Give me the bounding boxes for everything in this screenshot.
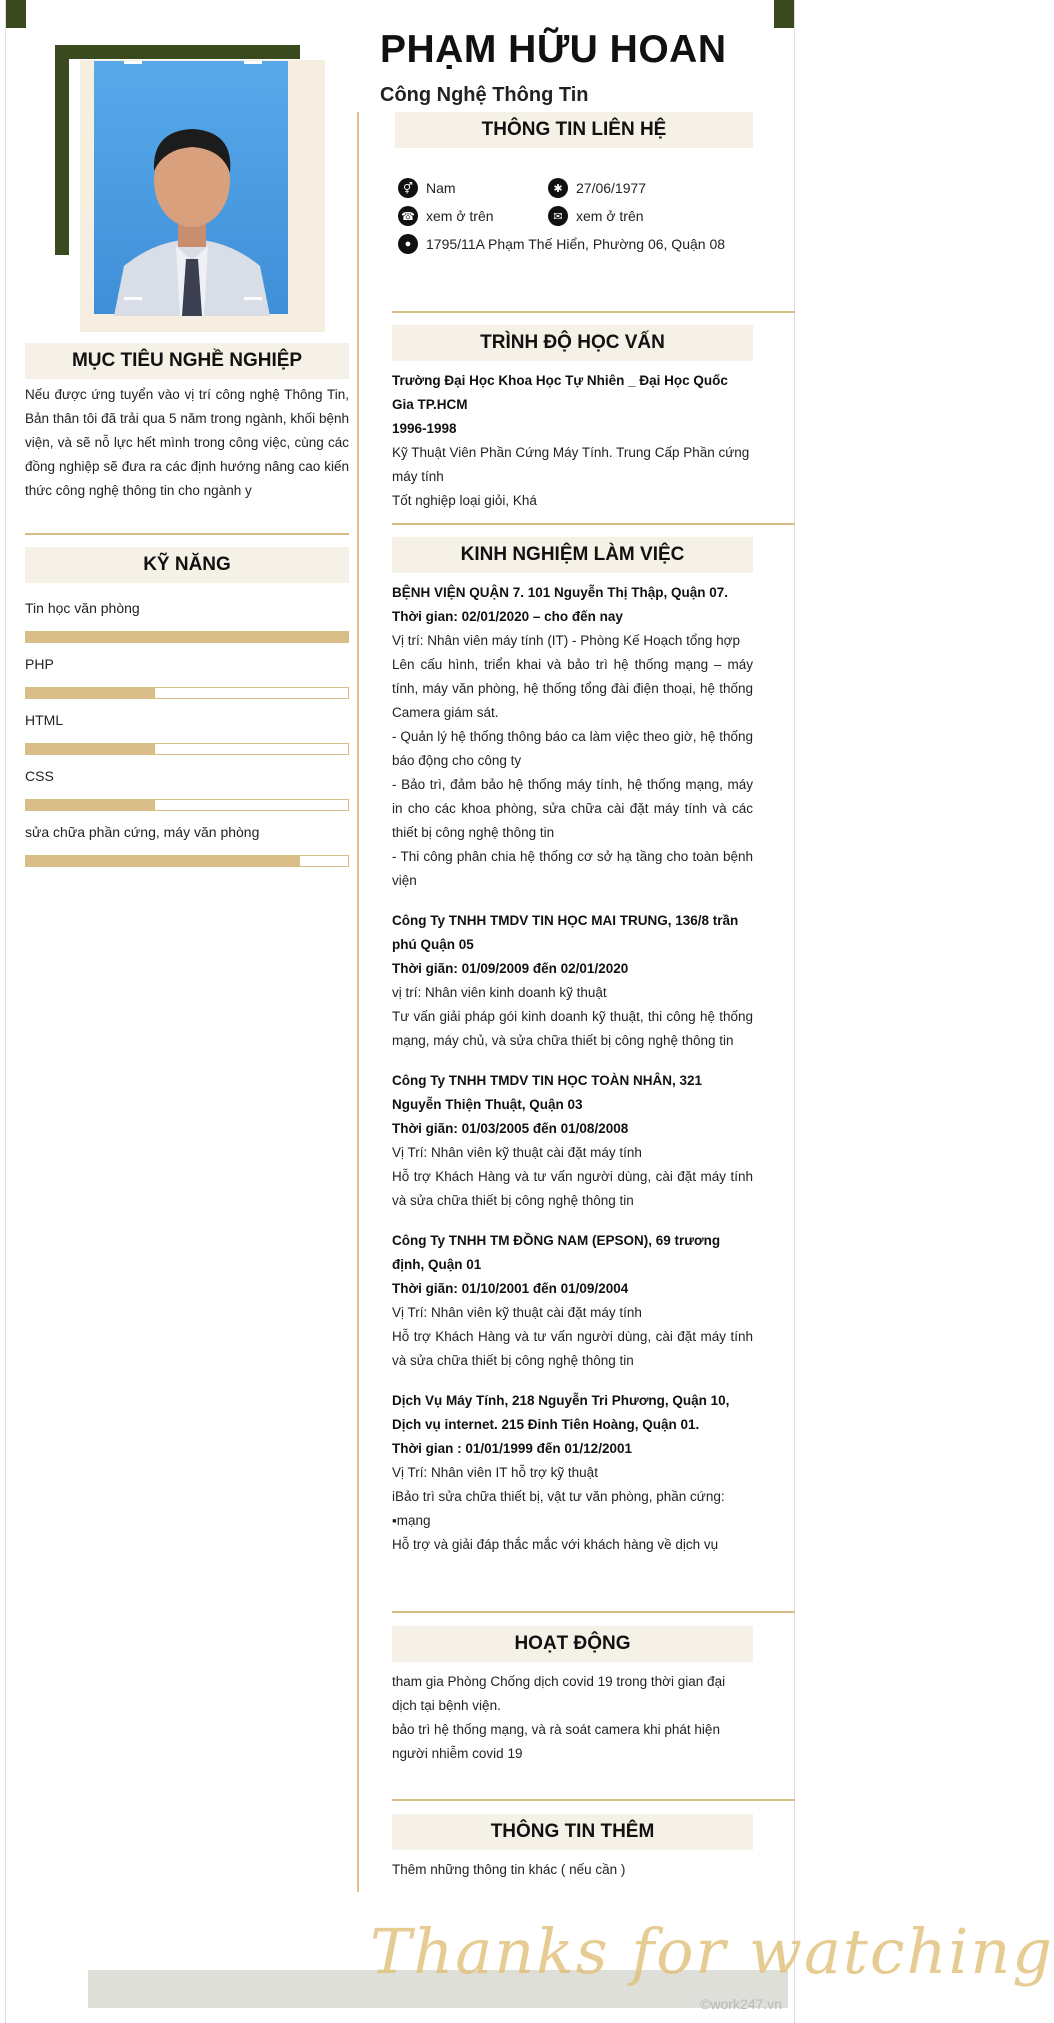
education-divider: [392, 523, 795, 525]
candidate-name: PHẠM HỮU HOAN: [380, 28, 727, 71]
skill-label: PHP: [25, 656, 54, 672]
experience-line: Lên cấu hình, triển khai và bảo trì hệ thống mạng – máy tính, máy văn phòng, hệ thống tổng đài điện thoại, hệ thống Camera giám sát.: [392, 657, 753, 720]
experience-line: Tư vấn giải pháp gói kinh doanh kỹ thuật, thi công hệ thống mạng, máy chủ, và sửa chữa thiết bị công nghệ thông tin: [392, 1009, 753, 1048]
experience-line: Hỗ trợ Khách Hàng và tư vấn người dùng, cài đặt máy tính và sửa chữa thiết bị công nghệ thông tin: [392, 1169, 753, 1208]
education-school: Trường Đại Học Khoa Học Tự Nhiên _ Đại Học Quốc Gia TP.HCM: [392, 373, 728, 412]
skill-bar: [25, 631, 349, 643]
activity-item: tham gia Phòng Chống dịch covid 19 trong thời gian đại dịch tại bệnh viện.: [392, 1674, 726, 1713]
experience-line: - Bảo trì, đảm bảo hệ thống máy tính, hệ thống mạng, máy in cho các khoa phòng, sửa chữa cài đặt máy tính và các thiết bị công nghệ thông tin: [392, 777, 753, 840]
corner-decoration-right: [774, 0, 794, 28]
skill-bar: [25, 743, 349, 755]
experience-line: - Thi công phân chia hệ thống cơ sở hạ tầng cho toàn bệnh viện: [392, 849, 753, 888]
skills-section-title: KỸ NĂNG: [25, 547, 349, 583]
activities-divider: [392, 1799, 795, 1801]
experience-item: [392, 909, 753, 1053]
education-years: 1996-1998: [392, 421, 457, 436]
education-block: [392, 369, 753, 513]
corner-decoration-left: [6, 0, 26, 28]
skill-bar: [25, 687, 349, 699]
experience-list: [392, 581, 753, 1557]
experience-line: Vị Trí: Nhân viên kỹ thuật cài đặt máy tính: [392, 1305, 642, 1320]
objective-divider: [25, 533, 349, 535]
experience-time: Thời giãn: 01/09/2009 đến 02/01/2020: [392, 961, 629, 976]
contact-divider: [392, 311, 795, 313]
experience-line: Vị Trí: Nhân viên IT hỗ trợ kỹ thuật: [392, 1465, 598, 1480]
extra-section-title: THÔNG TIN THÊM: [392, 1814, 753, 1850]
experience-line: Hỗ trợ và giải đáp thắc mắc với khách hàng về dịch vụ: [392, 1537, 719, 1552]
objective-text: Nếu được ứng tuyển vào vị trí công nghệ Thông Tin, Bản thân tôi đã trải qua 5 năm trong ngành, khối bệnh viện, và sẽ nỗ lực hết mình trong công việc, cùng các đồng nghiệp sẽ đưa ra các định hướng nâng cao kiến thức công nghệ thông tin cho ngành y: [25, 387, 349, 498]
experience-company: Công Ty TNHH TMDV TIN HỌC MAI TRUNG, 136/8 trần phú Quận 05: [392, 913, 739, 952]
experience-line: iBảo trì sửa chữa thiết bị, vật tư văn phòng, phần cứng:: [392, 1489, 725, 1504]
education-grade: Tốt nghiệp loại giỏi, Khá: [392, 493, 537, 508]
contact-phone: [398, 206, 494, 226]
skill-bar: [25, 855, 349, 867]
experience-company: BỆNH VIỆN QUẬN 7. 101 Nguyễn Thị Thập, Quận 07.: [392, 585, 729, 600]
phone-icon: ☎: [398, 206, 418, 226]
gender-icon: ⚥: [398, 178, 418, 198]
experience-line: ▪mạng: [392, 1513, 431, 1528]
experience-company: Dịch Vụ Máy Tính, 218 Nguyễn Tri Phương, Quận 10, Dịch vụ internet. 215 Đinh Tiên Hoàng, Quận 01.: [392, 1393, 730, 1432]
skill-label: Tin học văn phòng: [25, 600, 140, 616]
skill-bar-fill: [26, 800, 155, 810]
experience-line: vị trí: Nhân viên kinh doanh kỹ thuật: [392, 985, 607, 1000]
contact-birthday: [548, 178, 646, 198]
photo-frame-top: [55, 45, 300, 59]
activities-block: [392, 1670, 753, 1766]
skill-bar: [25, 799, 349, 811]
avatar: [93, 60, 289, 315]
column-divider: [357, 112, 359, 1892]
birthday-value: 27/06/1977: [576, 180, 647, 196]
gender-value: Nam: [426, 180, 456, 196]
experience-line: Hỗ trợ Khách Hàng và tư vấn người dùng, cài đặt máy tính và sửa chữa thiết bị công nghệ thông tin: [392, 1329, 753, 1368]
experience-line: Vị trí: Nhân viên máy tính (IT) - Phòng Kế Hoạch tổng hợp: [392, 633, 741, 648]
email-icon: ✉: [548, 206, 568, 226]
job-title: Công Nghệ Thông Tin: [380, 84, 589, 106]
experience-item: [392, 1069, 753, 1213]
activities-section-title: HOẠT ĐỘNG: [392, 1626, 753, 1662]
experience-section-title: KINH NGHIỆM LÀM VIỆC: [392, 537, 753, 573]
experience-company: Công Ty TNHH TM ĐỒNG NAM (EPSON), 69 trương định, Quận 01: [392, 1233, 721, 1272]
education-major: Kỹ Thuật Viên Phần Cứng Máy Tính. Trung Cấp Phần cứng máy tính: [392, 445, 750, 484]
experience-line: Vị Trí: Nhân viên kỹ thuật cài đặt máy tính: [392, 1145, 642, 1160]
skill-label: HTML: [25, 712, 64, 728]
experience-divider: [392, 1611, 795, 1613]
skill-bar-fill: [26, 632, 348, 642]
education-section-title: TRÌNH ĐỘ HỌC VẤN: [392, 325, 753, 361]
watermark: ©work247.vn: [700, 1996, 782, 2012]
skill-bar-fill: [26, 744, 155, 754]
phone-value: xem ở trên: [426, 208, 494, 224]
experience-line: - Quản lý hệ thống thông báo ca làm việc theo giờ, hệ thống báo động cho công ty: [392, 729, 753, 768]
experience-time: Thời giãn: 01/03/2005 đến 01/08/2008: [392, 1121, 629, 1136]
skill-label: CSS: [25, 768, 54, 784]
birthday-cake-icon: ✱: [548, 178, 568, 198]
address-value: 1795/11A Phạm Thế Hiển, Phường 06, Quận 08: [426, 236, 726, 252]
experience-item: [392, 1389, 753, 1557]
activity-item: bảo trì hệ thống mạng, và rà soát camera khi phát hiện người nhiễm covid 19: [392, 1722, 720, 1761]
experience-time: Thời giãn: 01/10/2001 đến 01/09/2004: [392, 1281, 629, 1296]
contact-email: [548, 206, 644, 226]
location-pin-icon: ●: [398, 234, 418, 254]
objective-section-title: MỤC TIÊU NGHỀ NGHIỆP: [25, 343, 349, 379]
contact-section-title: THÔNG TIN LIÊN HỆ: [395, 112, 753, 148]
experience-company: Công Ty TNHH TMDV TIN HỌC TOÀN NHÂN, 321 Nguyễn Thiện Thuật, Quận 03: [392, 1073, 703, 1112]
skill-bar-fill: [26, 688, 155, 698]
extra-text: Thêm những thông tin khác ( nếu cần ): [392, 1862, 626, 1877]
thanks-text: Thanks for watching: [370, 1915, 1054, 1988]
skill-label: sửa chữa phần cứng, máy văn phòng: [25, 824, 260, 840]
email-value: xem ở trên: [576, 208, 644, 224]
experience-time: Thời gian : 01/01/1999 đến 01/12/2001: [392, 1441, 632, 1456]
experience-item: [392, 1229, 753, 1373]
experience-time: Thời gian: 02/01/2020 – cho đến nay: [392, 609, 623, 624]
photo-frame-left: [55, 45, 69, 255]
skill-bar-fill: [26, 856, 300, 866]
experience-item: [392, 581, 753, 893]
contact-gender: [398, 178, 456, 198]
contact-address: [398, 234, 725, 254]
